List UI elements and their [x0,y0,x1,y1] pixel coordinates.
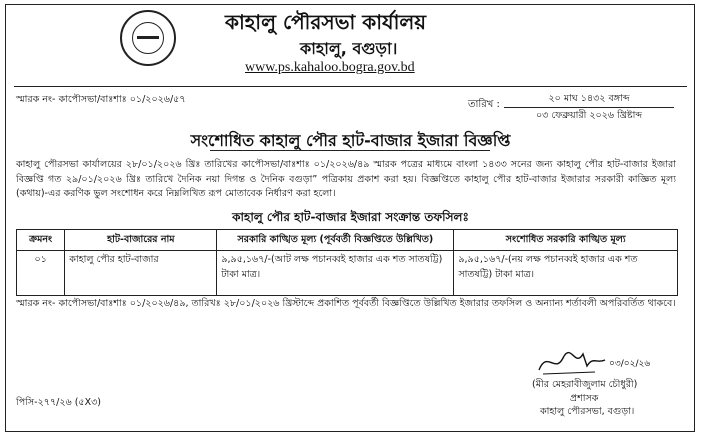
cell-market-name: কাহালু পৌর হাট-বাজার [65,251,217,296]
notice-body: কাহালু পৌরসভা কার্যালয়ের ২৮/০১/২০২৬ খ্রিঃ তারিখের কাপৌসভা/বাঃশাঃ ০১/২০২৬/৪৯ স্মারক পত্রের মাধ্যমে বাংলা ১৪৩৩ সনের জন্য কাহালু পৌর হাট-বাজার ইজারা বিজ্ঞপ্তি গত ২৯/০১/২০২৬ খ্রিঃ তারিখে দৈনিক নয়া দিগন্ত ও দৈনিক বগুড়া” পত্রিকায় প্রকাশ করা হয়। বিজ্ঞপ্তিতে কাহালু পৌর হাট-বাজার ইজারার সরকারী কাজ্ঞিত মূল্য (কথায়)-এর করণিক ভুল সংশোধন করে নিম্নলিখিত রূপ মোতাবেক নির্ধারণ করা হলো। [16,159,676,199]
table-title: কাহালু পৌর হাট-বাজার ইজারা সংক্রান্ত তফসিলঃ [232,210,469,224]
signatory-office: কাহালু পৌরসভা, বগুড়া। [540,406,635,417]
table-row [17,251,678,296]
table-header-revised-price: সংশোধিত সরকারি কাঙ্খিত মূল্য [454,230,678,251]
signatory-name: (মীর মেহরাবীজুলাম চৌধুরী) [532,379,638,390]
header-divider [14,86,687,87]
title-underline [210,150,490,151]
schedule-table [16,229,678,296]
reference-code: পিসি-২৭৭/২৬ (৫X৩) [16,397,101,408]
memo-number: স্মারক নং- কাপৌসভা/বাঃশাঃ ০১/২০২৬/৫৭ [16,94,186,105]
footer-memo: স্মারক নং- কাপৌসভা/বাঃশাঃ ০১/২০২৬/৪৯, তারিখঃ ২৮/০১/২০২৬ খ্রিস্টাব্দে প্রকাশিত পূর্ববর্তী বিজ্ঞপ্তিতে উল্লিখিত ইজারার তফসিল ও অন্যান্য শর্তাবলী অপরিবর্তিত থাকবে। [16,298,676,309]
signature-scribble [535,340,651,378]
table-header-previous-price: সরকারি কাঙ্খিত মূল্য (পূর্ববর্তী বিজ্ঞপ্তিতে উল্লিখিত) [217,230,454,251]
municipality-seal-icon [120,10,176,66]
signatory-designation: প্রশাসক [570,393,599,404]
date-english: ০৩ ফেব্রুয়ারী ২০২৬ খ্রিষ্টাব্দ [535,110,642,121]
office-place: কাহালু, বগুড়া। [300,39,398,58]
cell-previous-price: ৯,৯৫,১৬৭/-(আট লক্ষ পচানব্বই হাজার এক শত সাতষট্টি) টাকা মাত্র। [217,251,454,296]
notice-title: সংশোধিত কাহালু পৌর হাট-বাজার ইজারা বিজ্ঞপ্তি [190,131,511,150]
date-box [504,92,674,123]
date-bangla: ২০ মাঘ ১৪৩২ বঙ্গাব্দ [548,93,630,104]
date-label: তারিখ : [468,99,500,110]
table-header-market-name: হাট-বাজারের নাম [65,230,217,251]
cell-serial: ০১ [17,251,65,296]
website-link[interactable]: www.ps.kahaloo.bogra.gov.bd [245,60,415,75]
office-name: কাহালু পৌরসভা কার্যালয় [225,10,427,34]
table-header-serial: ক্রমনং [17,230,65,251]
cell-revised-price: ৯,৯৫,১৬৭/-(নয় লক্ষ পচানব্বই হাজার এক শত সাতষট্টি) টাকা মাত্র। [454,251,678,296]
signature-date: ০৩/০২/২৬ [609,359,651,369]
